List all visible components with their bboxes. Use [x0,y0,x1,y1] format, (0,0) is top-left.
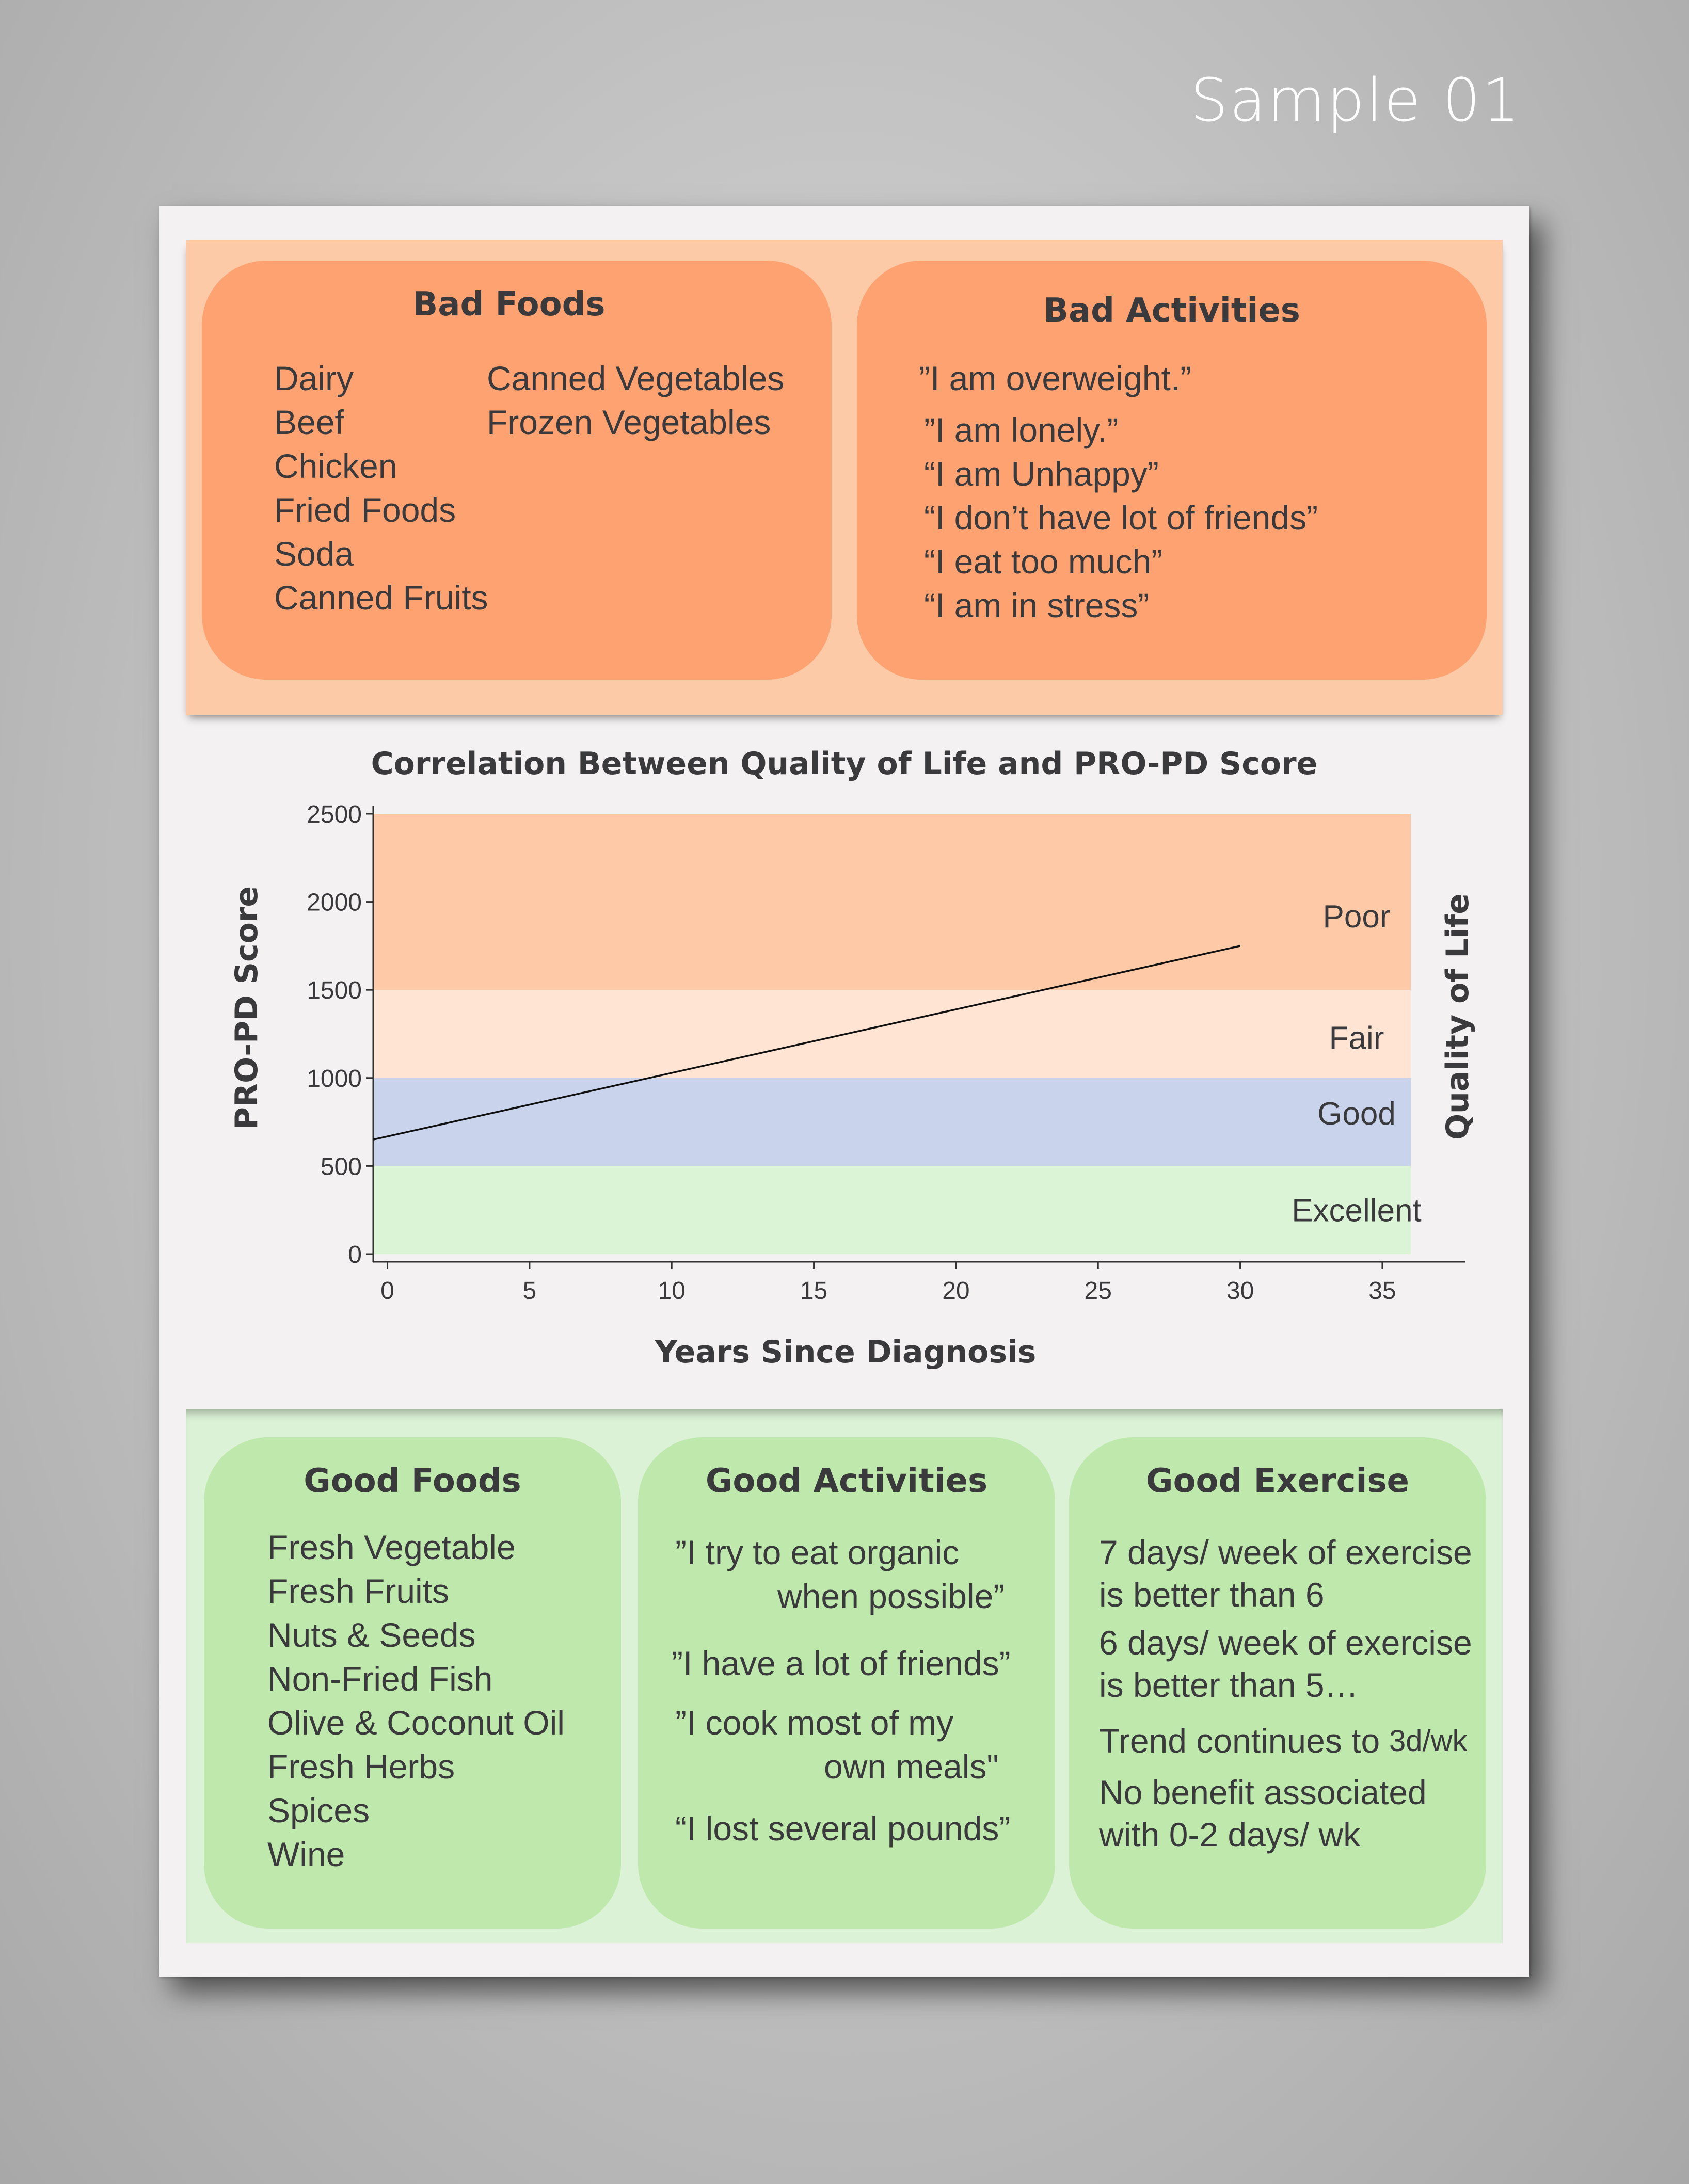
good-foods-title: Good Foods [304,1462,521,1500]
chart-title: Correlation Between Quality of Life and PRO-PD Score [371,746,1318,782]
bad-food-item: Beef [274,403,344,441]
bad-activity-item: ”I am overweight.” [919,359,1192,397]
y-tick-label: 1500 [307,977,362,1005]
band-fair [373,990,1411,1078]
band-label-excellent: Excellent [1292,1193,1422,1229]
infographic-sheet [159,206,1529,1977]
good-exercise-title: Good Exercise [1146,1462,1409,1500]
bad-foods-title: Bad Foods [412,285,606,324]
x-tick-label: 35 [1368,1277,1396,1305]
y-tick-label: 2500 [307,801,362,828]
good-exercise-line: 7 days/ week of exercise [1099,1533,1472,1571]
bad-food-item: Dairy [274,359,354,397]
x-tick-label: 15 [800,1277,828,1305]
good-activity-line: ”I cook most of my [675,1704,954,1742]
bad-food-item: Canned Fruits [274,579,488,617]
good-food-item: Fresh Fruits [267,1572,450,1610]
good-food-item: Nuts & Seeds [267,1616,476,1654]
bad-activity-item: “I don’t have lot of friends” [924,499,1318,537]
band-label-good: Good [1317,1096,1396,1132]
y-tick-label: 1000 [307,1065,362,1093]
bad-food-item: Frozen Vegetables [487,403,771,441]
y-tick-label: 2000 [307,889,362,917]
good-activity-line: ”I try to eat organic [675,1533,960,1571]
good-activities-card [638,1437,1055,1929]
good-food-item: Olive & Coconut Oil [267,1704,565,1742]
x-tick-label: 30 [1226,1277,1254,1305]
band-label-fair: Fair [1329,1020,1384,1056]
good-activity-line: ”I have a lot of friends” [672,1644,1011,1682]
sample-label: Sample 01 [1190,66,1521,135]
good-exercise-line: 3d/wk [1389,1724,1468,1758]
y-axis-title: PRO-PD Score [229,886,265,1130]
good-exercise-line: is better than 5… [1099,1666,1359,1704]
band-excellent [373,1166,1411,1254]
band-label-poor: Poor [1322,898,1391,935]
bad-activities-title: Bad Activities [1043,292,1300,330]
good-food-item: Spices [267,1791,370,1829]
good-exercise-line: Trend continues to [1099,1722,1380,1760]
band-good [373,1078,1411,1166]
good-activity-line: own meals" [824,1747,999,1786]
x-tick-label: 0 [380,1277,394,1305]
good-activity-line: “I lost several pounds” [675,1809,1011,1848]
x-tick-label: 10 [658,1277,686,1305]
good-food-item: Non-Fried Fish [267,1660,493,1698]
good-foods-card [204,1437,621,1929]
bad-activity-item: ”I am lonely.” [924,411,1119,449]
y-tick-label: 0 [348,1241,362,1268]
good-food-item: Fresh Vegetable [267,1528,516,1566]
good-exercise-line: with 0-2 days/ wk [1099,1816,1361,1854]
bad-activity-item: “I am in stress” [924,586,1150,624]
good-food-item: Fresh Herbs [267,1747,455,1786]
good-exercise-card [1069,1437,1486,1929]
secondary-axis-title: Quality of Life [1440,893,1476,1140]
good-activity-line: when possible” [777,1577,1005,1615]
x-tick-label: 5 [522,1277,537,1305]
good-exercise-line: No benefit associated [1099,1773,1427,1811]
good-exercise-line: is better than 6 [1099,1576,1325,1614]
y-tick-label: 500 [320,1153,362,1181]
x-tick-label: 25 [1084,1277,1112,1305]
bad-food-item: Canned Vegetables [487,359,785,397]
chart [159,206,1529,1409]
x-tick-label: 20 [942,1277,970,1305]
good-food-item: Wine [267,1835,345,1873]
good-exercise-line: 6 days/ week of exercise [1099,1624,1472,1662]
bad-food-item: Chicken [274,447,397,485]
bad-activity-item: “I am Unhappy” [924,455,1159,493]
x-axis-title: Years Since Diagnosis [655,1334,1037,1370]
band-poor [373,814,1411,990]
bad-food-item: Fried Foods [274,491,456,529]
good-activities-title: Good Activities [705,1462,988,1500]
bad-activity-item: “I eat too much” [924,542,1163,581]
bad-food-item: Soda [274,535,354,573]
